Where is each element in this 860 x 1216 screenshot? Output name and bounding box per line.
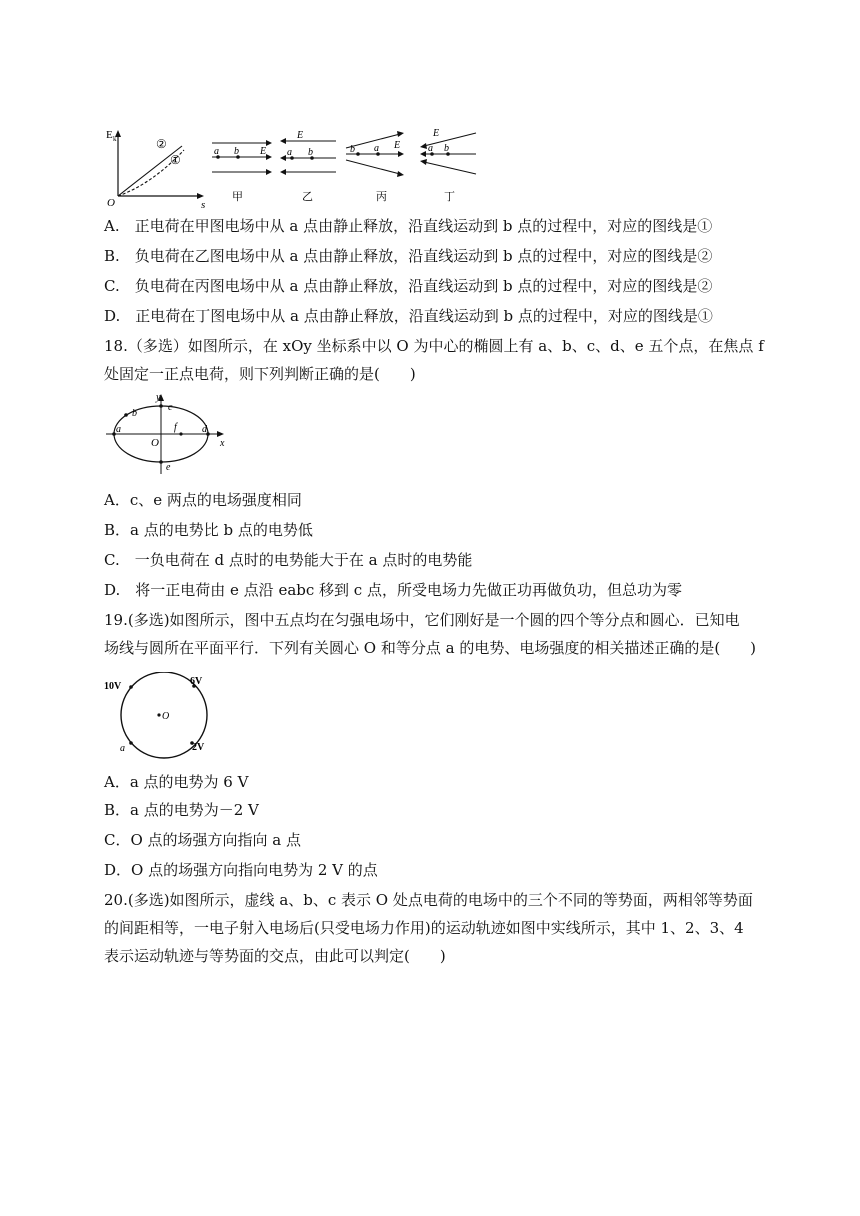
panel-label: 乙	[302, 191, 313, 203]
svg-text:E: E	[394, 140, 401, 151]
svg-text:O: O	[151, 437, 159, 449]
svg-text:e: e	[166, 462, 171, 473]
q17-option-a[interactable]: A. 正电荷在甲图电场中从 a 点由静止释放，沿直线运动到 b 点的过程中，对应的图线是①	[104, 217, 713, 235]
axis-y-label: E	[106, 129, 113, 141]
svg-text:E: E	[297, 130, 304, 141]
svg-text:d: d	[202, 424, 207, 435]
svg-text:a: a	[428, 143, 433, 154]
svg-text:y: y	[156, 392, 161, 403]
q18-option-a[interactable]: A．c、e 两点的电场强度相同	[104, 491, 302, 509]
svg-text:b: b	[350, 144, 355, 155]
svg-text:E: E	[260, 146, 267, 157]
svg-text:a: a	[116, 424, 121, 435]
svg-text:a: a	[120, 743, 125, 754]
svg-text:6V: 6V	[190, 676, 203, 687]
svg-text:b: b	[444, 143, 449, 154]
q19-stem-line1: 19.(多选)如图所示，图中五点均在匀强电场中，它们刚好是一个圆的四个等分点和圆心．已知电	[104, 611, 740, 629]
q17-figure	[104, 124, 484, 210]
q17-option-b[interactable]: B. 负电荷在乙图电场中从 a 点由静止释放，沿直线运动到 b 点的过程中，对应的图线是②	[104, 247, 713, 265]
ek-s-graph	[106, 129, 205, 210]
q18-figure	[104, 390, 232, 476]
panel-jia	[212, 140, 272, 203]
svg-text:b: b	[234, 146, 239, 157]
svg-text:f: f	[174, 422, 177, 433]
svg-text:2V: 2V	[192, 742, 205, 753]
panel-label: 丙	[376, 191, 387, 203]
origin-label: O	[107, 197, 115, 209]
q18-stem-line2: 处固定一正点电荷，则下列判断正确的是( )	[104, 365, 416, 383]
q20-line2: 的间距相等，一电子射入电场后(只受电场力作用)的运动轨迹如图中实线所示，其中 1、2、3、4	[104, 919, 744, 937]
panel-yi	[280, 130, 336, 203]
q19-figure	[104, 672, 216, 760]
q19-option-d[interactable]: D．O 点的场强方向指向电势为 2 V 的点	[104, 861, 378, 879]
q19-stem-line2: 场线与圆所在平面平行．下列有关圆心 O 和等分点 a 的电势、电场强度的相关描述正确的是( )	[104, 639, 757, 657]
curve-2-label: ②	[156, 137, 167, 151]
panel-bing	[346, 131, 404, 203]
q17-option-c[interactable]: C. 负电荷在丙图电场中从 a 点由静止释放，沿直线运动到 b 点的过程中，对应的图线是②	[104, 277, 713, 295]
svg-text:b: b	[132, 408, 137, 419]
svg-text:b: b	[308, 147, 313, 158]
q20-line3: 表示运动轨迹与等势面的交点，由此可以判定( )	[104, 947, 446, 965]
svg-text:E: E	[433, 128, 440, 139]
axis-y-sub: k	[113, 135, 117, 143]
svg-text:a: a	[374, 143, 379, 154]
q19-option-c[interactable]: C．O 点的场强方向指向 a 点	[104, 831, 302, 849]
panel-label: 丁	[444, 191, 455, 203]
svg-text:c: c	[168, 402, 173, 413]
q19-option-a[interactable]: A．a 点的电势为 6 V	[104, 773, 249, 791]
panel-label: 甲	[232, 191, 243, 203]
svg-text:10V: 10V	[104, 681, 122, 692]
q19-option-b[interactable]: B．a 点的电势为－2 V	[104, 801, 259, 819]
panel-ding	[420, 128, 476, 203]
q18-option-b[interactable]: B．a 点的电势比 b 点的电势低	[104, 521, 313, 539]
svg-text:O: O	[162, 711, 170, 722]
axis-x-label: s	[201, 199, 206, 210]
q20-line1: 20.(多选)如图所示，虚线 a、b、c 表示 O 处点电荷的电场中的三个不同的等势面，两相邻等势面	[104, 891, 753, 909]
q18-stem-line1: 18.（多选）如图所示，在 xOy 坐标系中以 O 为中心的椭圆上有 a、b、c、d、e 五个点，在焦点 f	[104, 337, 764, 355]
curve-1-label: ①	[170, 153, 181, 167]
q18-option-d[interactable]: D. 将一正电荷由 e 点沿 eabc 移到 c 点，所受电场力先做正功再做负功，但总功为零	[104, 581, 682, 599]
svg-text:a: a	[287, 147, 292, 158]
q17-option-d[interactable]: D. 正电荷在丁图电场中从 a 点由静止释放，沿直线运动到 b 点的过程中，对应的图线是①	[104, 307, 713, 325]
svg-text:a: a	[214, 146, 219, 157]
svg-text:x: x	[220, 438, 225, 449]
q18-option-c[interactable]: C. 一负电荷在 d 点时的电势能大于在 a 点时的电势能	[104, 551, 473, 569]
